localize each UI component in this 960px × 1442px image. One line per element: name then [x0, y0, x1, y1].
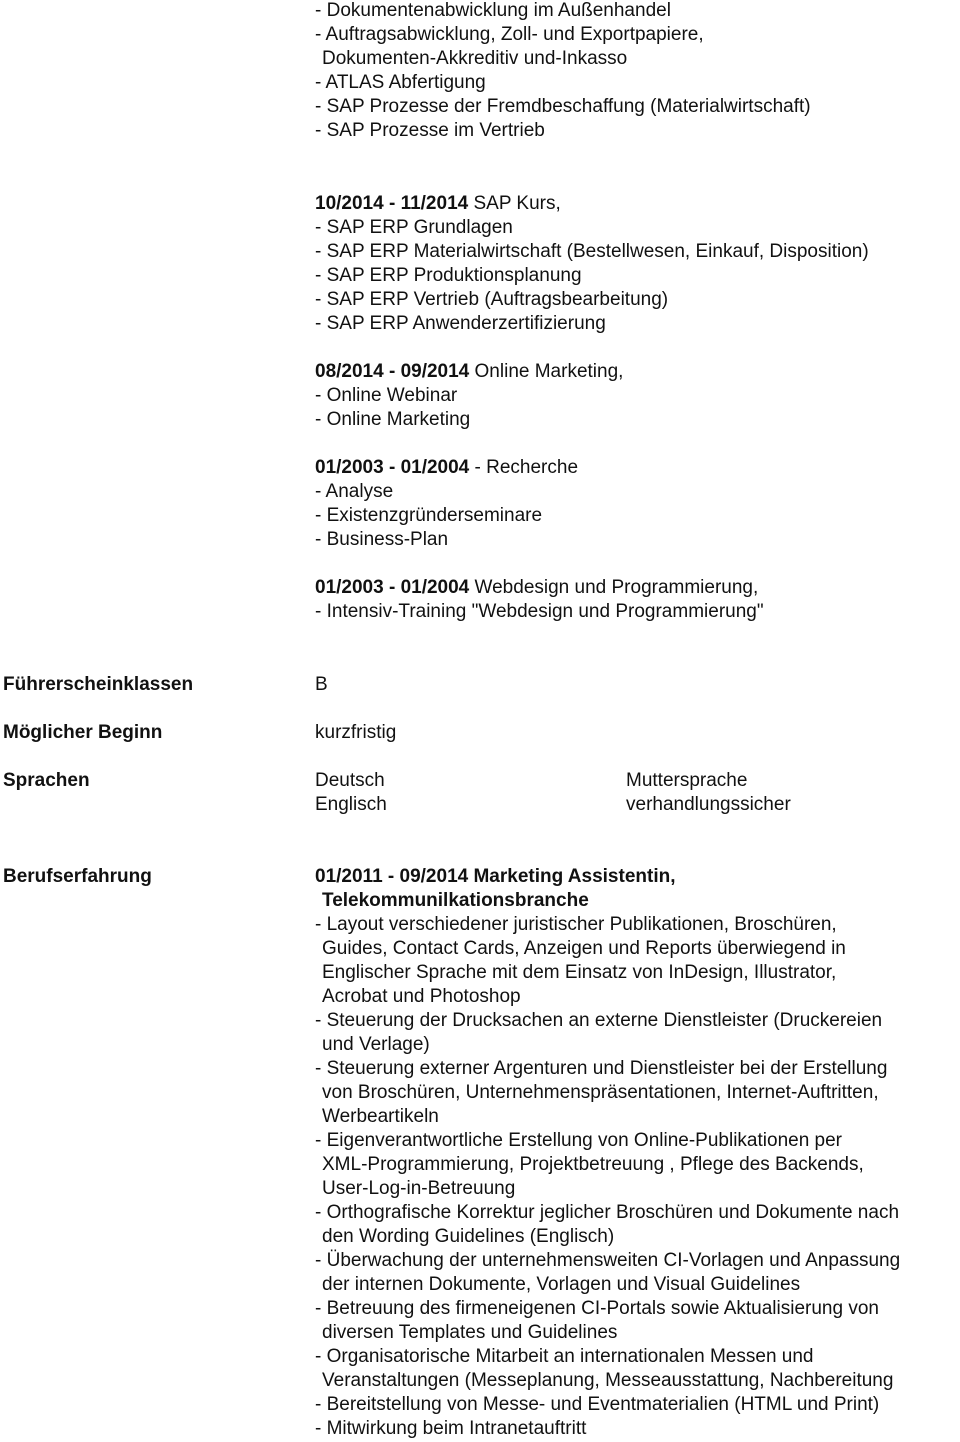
course-heading	[315, 576, 758, 600]
experience-duty-line: - Mitwirkung beim Intranetauftritt	[315, 1418, 587, 1439]
experience-duty-line: - Betreuung des firmeneigenen CI-Portals sowie Aktualisierung von	[315, 1298, 879, 1319]
language-level: Muttersprache	[626, 770, 748, 791]
course-heading	[315, 360, 623, 384]
experience-duty-line: - Bereitstellung von Messe- und Eventmaterialien (HTML und Print)	[315, 1394, 880, 1415]
course-heading	[315, 192, 561, 216]
training-line: - ATLAS Abfertigung	[315, 72, 486, 93]
experience-duty-line: Werbeartikeln	[322, 1106, 439, 1127]
license-label: Führerscheinklassen	[3, 674, 194, 695]
course-title: Online Marketing,	[469, 361, 624, 382]
experience-duty-line: Englischer Sprache mit dem Einsatz von InDesign, Illustrator,	[322, 962, 837, 983]
experience-duty-line: User-Log-in-Betreuung	[322, 1178, 516, 1199]
course-item: - SAP ERP Anwenderzertifizierung	[315, 313, 606, 334]
course-item: - SAP ERP Grundlagen	[315, 217, 513, 238]
training-line: - SAP Prozesse im Vertrieb	[315, 120, 545, 141]
experience-duty-line: - Eigenverantwortliche Erstellung von Online-Publikationen per	[315, 1130, 843, 1151]
training-line: - Auftragsabwicklung, Zoll- und Exportpapiere,	[315, 24, 704, 45]
course-title: Webdesign und Programmierung,	[469, 577, 759, 598]
experience-duty-line: XML-Programmierung, Projektbetreuung , Pflege des Backends,	[322, 1154, 864, 1175]
experience-duty-line: - Steuerung externer Argenturen und Dienstleister bei der Erstellung	[315, 1058, 888, 1079]
experience-duty-line: - Organisatorische Mitarbeit an internationalen Messen und	[315, 1346, 814, 1367]
experience-company: Telekommunilkationsbranche	[322, 890, 589, 911]
experience-label: Berufserfahrung	[3, 866, 152, 887]
training-line: - SAP Prozesse der Fremdbeschaffung (Materialwirtschaft)	[315, 96, 811, 117]
course-item: - Existenzgründerseminare	[315, 505, 543, 526]
course-dates: 10/2014 - 11/2014	[315, 193, 469, 214]
start-value: kurzfristig	[315, 722, 397, 743]
experience-duty-line: - Orthografische Korrektur jeglicher Broschüren und Dokumente nach	[315, 1202, 900, 1223]
course-heading	[315, 456, 578, 480]
languages-label: Sprachen	[3, 770, 90, 791]
experience-duty-line: Veranstaltungen (Messeplanung, Messeausstattung, Nachbereitung	[322, 1370, 894, 1391]
experience-title: 01/2011 - 09/2014 Marketing Assistentin,	[315, 866, 676, 887]
course-item: - SAP ERP Produktionsplanung	[315, 265, 582, 286]
experience-duty-line: den Wording Guidelines (Englisch)	[322, 1226, 615, 1247]
license-value: B	[315, 674, 328, 695]
course-item: - SAP ERP Vertrieb (Auftragsbearbeitung)	[315, 289, 669, 310]
experience-duty-line: von Broschüren, Unternehmenspräsentationen, Internet-Auftritten,	[322, 1082, 879, 1103]
course-dates: 01/2003 - 01/2004	[315, 457, 470, 478]
language-level: verhandlungssicher	[626, 794, 791, 815]
training-line: - Dokumentenabwicklung im Außenhandel	[315, 0, 671, 21]
experience-duty-line: und Verlage)	[322, 1034, 430, 1055]
course-item: - Online Webinar	[315, 385, 458, 406]
course-item: - Analyse	[315, 481, 394, 502]
course-dates: 01/2003 - 01/2004	[315, 577, 470, 598]
experience-duty-line: Guides, Contact Cards, Anzeigen und Reports überwiegend in	[322, 938, 846, 959]
language-name: Englisch	[315, 794, 387, 815]
experience-duty-line: der internen Dokumente, Vorlagen und Visual Guidelines	[322, 1274, 801, 1295]
training-line: Dokumenten-Akkreditiv und-Inkasso	[322, 48, 628, 69]
language-name: Deutsch	[315, 770, 385, 791]
experience-duty-line: - Steuerung der Drucksachen an externe Dienstleister (Druckereien	[315, 1010, 883, 1031]
start-label: Möglicher Beginn	[3, 722, 163, 743]
course-title: SAP Kurs,	[468, 193, 561, 214]
course-item: - Intensiv-Training "Webdesign und Programmierung"	[315, 601, 764, 622]
experience-duty-line: - Layout verschiedener juristischer Publikationen, Broschüren,	[315, 914, 837, 935]
course-dates: 08/2014 - 09/2014	[315, 361, 470, 382]
experience-duty-line: - Überwachung der unternehmensweiten CI-Vorlagen und Anpassung	[315, 1250, 901, 1271]
course-item: - SAP ERP Materialwirtschaft (Bestellwesen, Einkauf, Disposition)	[315, 241, 869, 262]
course-item: - Business-Plan	[315, 529, 449, 550]
experience-duty-line: Acrobat und Photoshop	[322, 986, 521, 1007]
course-title: - Recherche	[469, 457, 579, 478]
experience-duty-line: diversen Templates und Guidelines	[322, 1322, 618, 1343]
course-item: - Online Marketing	[315, 409, 471, 430]
